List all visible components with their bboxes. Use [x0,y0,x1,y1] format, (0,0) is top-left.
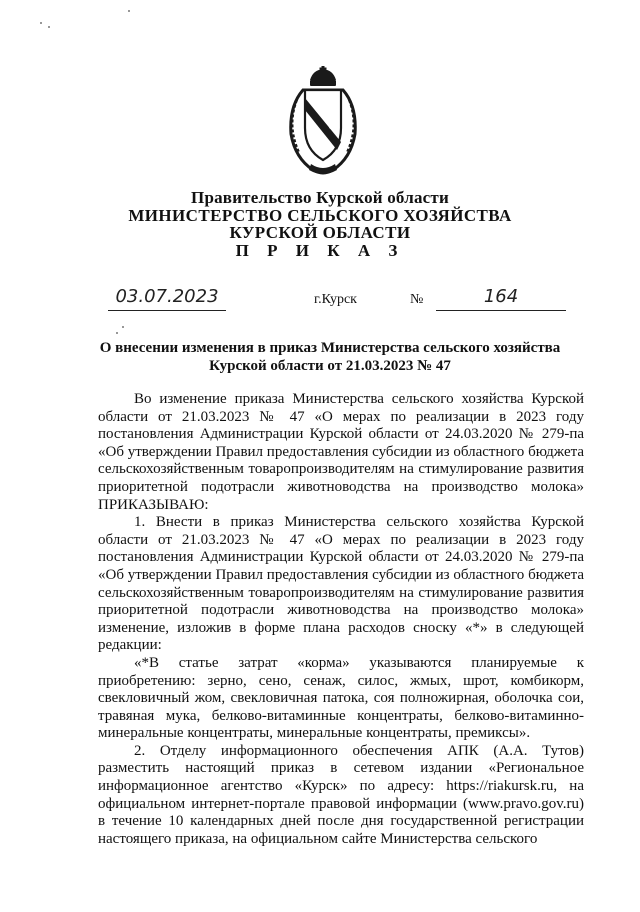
paragraph: «*В статье затрат «корма» указываются планируемые к приобретению: зерно, сено, сенаж, силос, жмых, шрот, комбикорм, свекловичный жом, свекловичная патока, соя полножирная, оболочка сои, травяная мука, белково-витаминные концентраты, белково-витаминно-минеральные концентраты, минеральные концентраты, премиксы». [98,654,584,742]
scan-speck [122,326,124,328]
document-date: 03.07.2023 [108,284,226,311]
document-body [98,391,584,848]
paragraph: 1. Внести в приказ Министерства сельского хозяйства Курской области от 21.03.2023 № 47 «О мерах по реализации в 2023 году постановления Администрации Курской области от 24.03.2020 № 279-па «Об утверждении Правил предоставления субсидии из областного бюджета сельскохозяйственным товаропроизводителям на стимулирование развития приоритетной подотрасли животноводства на производство молока» изменение, изложив в форме плана расходов сноску «*» в следующей редакции: [98,514,584,654]
government-name: Правительство Курской области [191,188,449,207]
scan-speck [40,22,42,24]
paragraph: Во изменение приказа Министерства сельского хозяйства Курской области от 21.03.2023 № 47 «О мерах по реализации в 2023 году постановления Администрации Курской области от 24.03.2020 № 279-па «Об утверждении Правил предоставления субсидии из областного бюджета сельскохозяйственным товаропроизводителям на стимулирование развития приоритетной подотрасли животноводства на производство молока» ПРИКАЗЫВАЮ: [98,391,584,513]
scan-speck [128,10,130,12]
document-number-label: № [410,292,424,307]
scan-speck [48,26,50,28]
document-title: О внесении изменения в приказ Министерства сельского хозяйства Курской области от 21.03.2023 № 47 [99,340,561,374]
document-meta-line [0,284,640,314]
ministry-name: МИНИСТЕРСТВО СЕЛЬСКОГО ХОЗЯЙСТВА [128,206,512,225]
region-name: КУРСКОЙ ОБЛАСТИ [229,223,411,242]
document-city: г.Курск [314,292,357,307]
paragraph: 2. Отделу информационного обеспечения АПК (А.А. Тутов) разместить настоящий приказ в сетевом издании «Региональное информационное агентство «Курск» по адресу: https://riakursk.ru, на официальном интернет-портале правовой информации (www.pravo.gov.ru) в течение 10 календарных дней после дня государственной регистрации настоящего приказа, на официальном сайте Министерства сельского [98,742,584,847]
document-type: П Р И К А З [235,241,405,260]
kursk-coat-of-arms-icon [283,66,363,178]
document-number: 164 [436,284,566,311]
scan-speck [116,332,118,334]
